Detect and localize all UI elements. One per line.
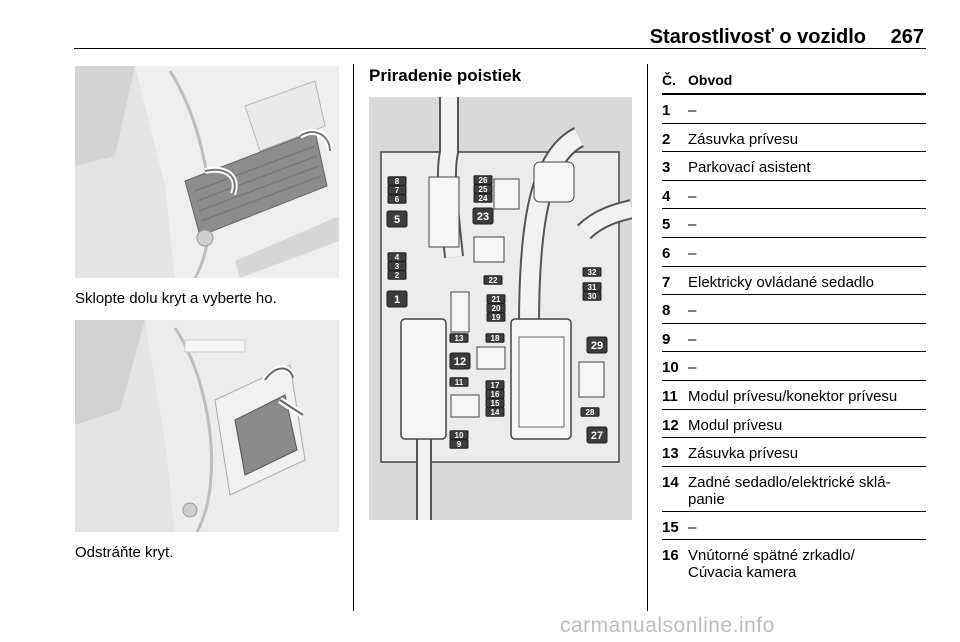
fuse-number: 11 — [662, 387, 678, 405]
fuse-3 — [388, 262, 406, 271]
fuse-14 — [486, 408, 504, 417]
fuse-15 — [486, 399, 504, 408]
fuse-number: 7 — [662, 273, 671, 291]
fuse-10 — [450, 431, 468, 440]
fuse-circuit: – — [688, 330, 697, 348]
fuse-number: 12 — [662, 416, 679, 434]
fuse-label: 18 — [490, 334, 500, 343]
fuse-number: 5 — [662, 216, 671, 234]
fuse-circuit: – — [688, 359, 697, 377]
section-title: Priradenie poistiek — [369, 66, 522, 85]
fuse-circuit-line1: Zadné sedadlo/elektrické sklá- — [688, 473, 891, 491]
fuse-label: 20 — [491, 304, 501, 313]
fuse-circuit-line1: Vnútorné spätné zrkadlo/ — [688, 547, 855, 565]
table-row — [662, 540, 926, 588]
table-row — [662, 381, 926, 410]
fuse-label: 24 — [478, 194, 488, 203]
table-row — [662, 152, 926, 181]
table-row — [662, 209, 926, 238]
table-row — [662, 324, 926, 353]
fuse-number: 8 — [662, 302, 671, 320]
fuse-5 — [387, 211, 407, 227]
fuse-label: 27 — [590, 430, 604, 442]
fuse-31 — [583, 283, 601, 292]
fuse-number: 9 — [662, 330, 671, 348]
fuse-label: 10 — [454, 431, 464, 440]
fuse-16 — [486, 390, 504, 399]
fuse-number: 15 — [662, 518, 679, 536]
fuse-1 — [387, 291, 407, 307]
fuse-label: 28 — [585, 408, 595, 417]
fuse-26 — [474, 176, 492, 185]
fuse-table — [662, 66, 926, 588]
fuse-11 — [450, 378, 468, 387]
fuse-circuit — [688, 474, 924, 508]
table-row — [662, 267, 926, 296]
table-row — [662, 512, 926, 541]
fuse-27 — [587, 427, 607, 443]
fuse-circuit-line2: panie — [688, 490, 725, 508]
table-row — [662, 95, 926, 124]
table-row — [662, 181, 926, 210]
fuse-box-diagram — [369, 97, 632, 520]
photo-cover-fold — [75, 66, 339, 278]
fuse-7 — [388, 186, 406, 195]
fuse-number: 2 — [662, 130, 671, 148]
fuse-28 — [581, 408, 599, 417]
fuse-number: 3 — [662, 159, 671, 177]
fuse-label: 30 — [587, 292, 597, 301]
fuse-13 — [450, 334, 468, 343]
fuse-label: 13 — [454, 334, 464, 343]
fuse-29 — [587, 337, 607, 353]
caption-step-2: Odstráňte kryt. — [75, 544, 174, 561]
fuse-circuit: Modul prívesu — [688, 416, 783, 434]
fuse-label: 23 — [476, 211, 490, 223]
fuse-circuit: – — [688, 216, 697, 234]
fuse-label: 14 — [490, 408, 500, 417]
column-divider — [647, 64, 648, 611]
fuse-number: 10 — [662, 359, 679, 377]
table-row — [662, 438, 926, 467]
fuse-circuit: Parkovací asistent — [688, 159, 811, 177]
fuse-label: 22 — [488, 276, 498, 285]
page-number: 267 — [890, 26, 924, 48]
fuse-label: 9 — [456, 440, 462, 449]
fuse-20 — [487, 304, 505, 313]
fuse-label: 8 — [394, 177, 400, 186]
fuse-6 — [388, 195, 406, 204]
fuse-label: 15 — [490, 399, 500, 408]
table-row — [662, 410, 926, 439]
fuse-17 — [486, 381, 504, 390]
fuse-25 — [474, 185, 492, 194]
col-circuit-header: Obvod — [688, 72, 733, 88]
fuse-label: 7 — [394, 186, 400, 195]
fuse-label: 3 — [394, 262, 400, 271]
col-num-header: Č. — [662, 72, 676, 88]
fuse-23 — [473, 208, 493, 224]
fuse-9 — [450, 440, 468, 449]
fuse-label: 4 — [394, 253, 400, 262]
fuse-circuit: – — [688, 244, 697, 262]
fuse-32 — [583, 268, 601, 277]
column-divider — [353, 64, 354, 611]
table-row — [662, 467, 926, 512]
fuse-2 — [388, 271, 406, 280]
fuse-label: 16 — [490, 390, 500, 399]
table-header — [662, 66, 926, 95]
fuse-circuit: – — [688, 302, 697, 320]
fuse-label: 12 — [453, 356, 467, 368]
fuse-4 — [388, 253, 406, 262]
fuse-circuit: Modul prívesu/konektor prívesu — [688, 387, 898, 405]
fuse-number: 6 — [662, 244, 671, 262]
caption-step-1: Sklopte dolu kryt a vyberte ho. — [75, 290, 277, 307]
fuse-circuit: Elektricky ovládané sedadlo — [688, 273, 874, 291]
table-row — [662, 352, 926, 381]
fuse-18 — [486, 334, 504, 343]
fuse-label: 2 — [394, 271, 400, 280]
fuse-circuit: Zásuvka prívesu — [688, 445, 799, 463]
fuse-label: 5 — [393, 214, 401, 226]
fuse-30 — [583, 292, 601, 301]
fuse-number: 1 — [662, 102, 671, 119]
table-row — [662, 238, 926, 267]
fuse-circuit: Zásuvka prívesu — [688, 130, 799, 148]
page-header — [74, 24, 926, 49]
fuse-circuit: – — [688, 187, 697, 205]
fuse-22 — [484, 276, 502, 285]
fuse-label: 11 — [454, 378, 464, 387]
fuse-label: 21 — [491, 295, 501, 304]
fuse-label: 17 — [490, 381, 500, 390]
fuse-label: 31 — [587, 283, 597, 292]
table-row — [662, 124, 926, 153]
fuse-number: 13 — [662, 445, 679, 463]
fuse-label: 25 — [478, 185, 488, 194]
table-row — [662, 295, 926, 324]
fuse-label: 29 — [590, 340, 604, 352]
fuse-number: 14 — [662, 473, 679, 491]
fuse-circuit-line2: Cúvacia kamera — [688, 564, 797, 582]
fuse-circuit — [688, 547, 924, 581]
watermark: carmanualsonline.info — [560, 614, 775, 637]
photo-cover-remove — [75, 320, 339, 532]
fuse-label: 6 — [394, 195, 400, 204]
fuse-12 — [450, 353, 470, 369]
fuse-19 — [487, 313, 505, 322]
fuse-circuit: – — [688, 518, 697, 536]
fuse-number: 4 — [662, 187, 671, 205]
fuse-label: 32 — [587, 268, 597, 277]
fuse-8 — [388, 177, 406, 186]
fuse-label: 26 — [478, 176, 488, 185]
page-title: Starostlivosť o vozidlo — [649, 26, 866, 48]
fuse-21 — [487, 295, 505, 304]
fuse-24 — [474, 194, 492, 203]
fuse-circuit: – — [688, 102, 697, 119]
fuse-label: 1 — [393, 294, 401, 306]
fuse-number: 16 — [662, 547, 679, 565]
fuse-label: 19 — [491, 313, 501, 322]
